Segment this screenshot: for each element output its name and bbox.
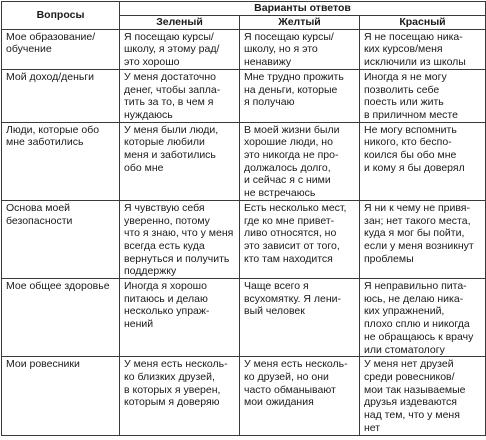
table-row [2, 200, 486, 278]
yellow-answer-cell: Чаще всего я всухомятку. Я лени- вый человек [240, 279, 360, 357]
table-row [2, 69, 486, 122]
table-row [2, 122, 486, 200]
yellow-header: Желтый [240, 16, 360, 30]
table-row [2, 279, 486, 357]
yellow-answer-cell: Есть несколько мест, где ко мне привет- ливо относятся, но это зависит от того, кто там находится [240, 200, 360, 278]
header-row [2, 2, 486, 16]
yellow-answer-cell: У меня есть несколь- ко друзей, но они часто обманывают мои ожидания [240, 357, 360, 435]
answers-table [1, 1, 486, 436]
green-answer-cell: У меня достаточно денег, чтобы запла- тить за то, в чем я нуждаюсь [120, 69, 240, 122]
question-cell: Мой доход/деньги [2, 69, 120, 122]
yellow-answer-cell: Мне трудно прожить на деньги, которые я получаю [240, 69, 360, 122]
red-answer-cell: Я ни к чему не привя- зан; нет такого места, куда я мог бы пойти, если у меня возникнут проблемы [360, 200, 486, 278]
green-answer-cell: Иногда я хорошо питаюсь и делаю несколько упраж- нений [120, 279, 240, 357]
variants-header: Варианты ответов [120, 2, 486, 16]
green-answer-cell: У меня есть несколь- ко близких друзей, в которых я уверен, которым я доверяю [120, 357, 240, 435]
red-answer-cell: Я не посещаю ника- ких курсов/меня исключили из школы [360, 29, 486, 69]
questions-header: Вопросы [2, 2, 120, 30]
green-header: Зеленый [120, 16, 240, 30]
red-answer-cell: Иногда я не могу позволить себе поесть или жить в приличном месте [360, 69, 486, 122]
question-cell: Основа моей безопасности [2, 200, 120, 278]
green-answer-cell: У меня были люди, которые любили меня и заботились обо мне [120, 122, 240, 200]
red-answer-cell: У меня нет друзей среди ровесников/ мои так называемые друзья издеваются над тем, что у меня нет [360, 357, 486, 435]
red-answer-cell: Я неправильно пита- юсь, не делаю ника- ких упражнений, плохо сплю и никогда не обращаюсь к врачу или стоматологу [360, 279, 486, 357]
question-cell: Мои ровесники [2, 357, 120, 435]
table-row [2, 29, 486, 69]
green-answer-cell: Я чувствую себя уверенно, потому что я знаю, что у меня всегда есть куда вернуться и получить поддержку [120, 200, 240, 278]
yellow-answer-cell: В моей жизни были хорошие люди, но это никогда не про- должалось долго, и сейчас я с ними не встречаюсь [240, 122, 360, 200]
red-answer-cell: Не могу вспомнить никого, кто беспо- коился бы обо мне и кому я бы доверял [360, 122, 486, 200]
question-cell: Мое образование/ обучение [2, 29, 120, 69]
question-cell: Мое общее здоровье [2, 279, 120, 357]
yellow-answer-cell: Я посещаю курсы/ школу, но я это ненавижу [240, 29, 360, 69]
green-answer-cell: Я посещаю курсы/ школу, я этому рад/ это хорошо [120, 29, 240, 69]
table-row [2, 357, 486, 435]
question-cell: Люди, которые обо мне заботились [2, 122, 120, 200]
red-header: Красный [360, 16, 486, 30]
